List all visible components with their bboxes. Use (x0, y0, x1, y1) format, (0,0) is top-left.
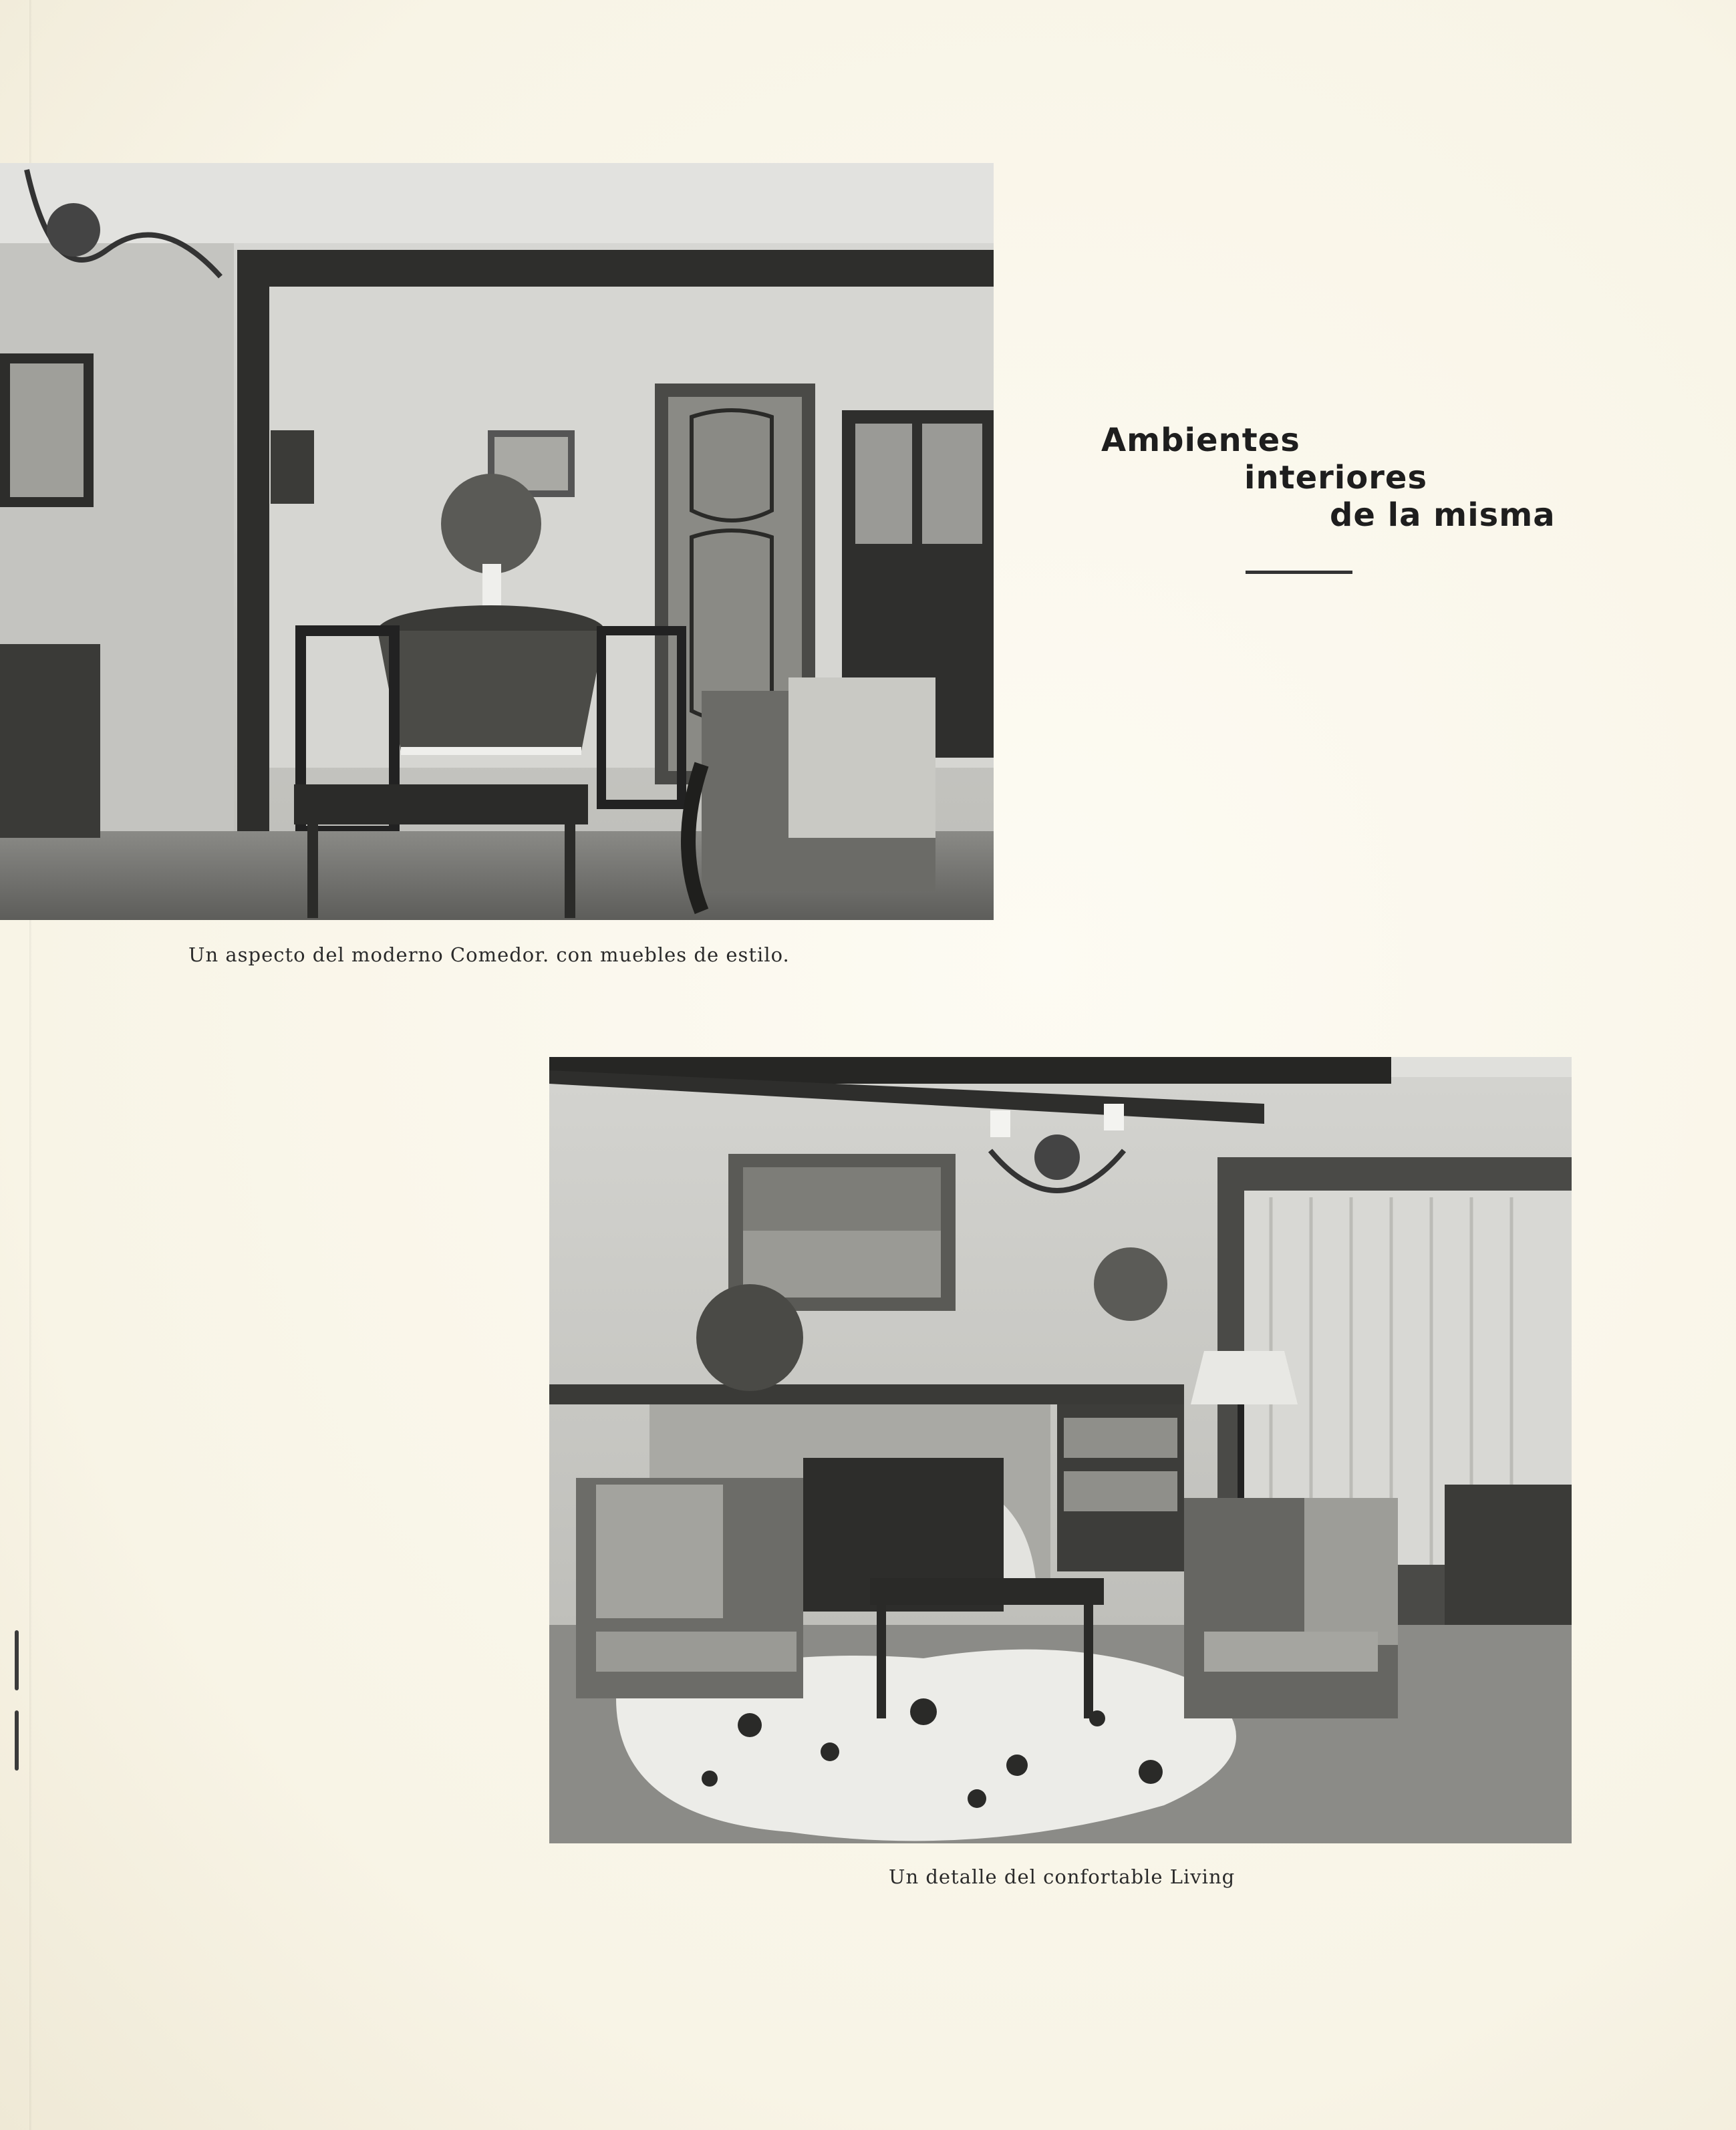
living-room-photo (549, 1057, 1572, 1843)
staple-bottom (15, 1710, 19, 1771)
heading-line-2: interiores (1244, 459, 1428, 496)
dining-room-photo (0, 163, 994, 920)
staple-top (15, 1630, 19, 1690)
heading-line-3: de la misma (1330, 496, 1556, 534)
living-room-caption: Un detalle del confortable Living (889, 1865, 1236, 1888)
heading-line-1: Ambientes (1101, 422, 1300, 459)
heading-rule (1246, 571, 1352, 574)
dining-room-caption: Un aspecto del moderno Comedor. con muebles de estilo. (188, 943, 790, 966)
